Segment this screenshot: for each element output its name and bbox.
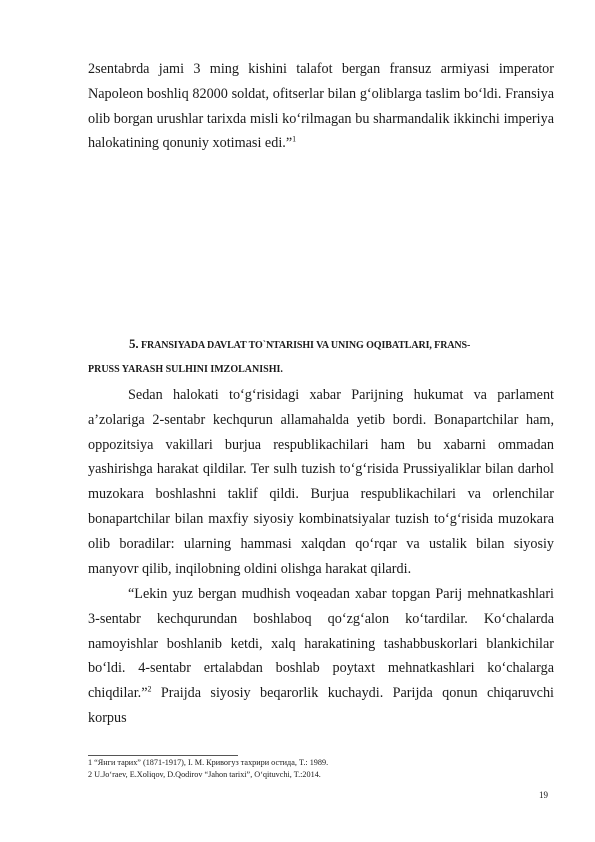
section-heading-line-1: FRANSIYADA DAVLAT TO`NTARISHI VA UNING OQIBATLARI, FRANS- — [138, 340, 471, 351]
paragraph-1 — [88, 57, 554, 156]
section-heading — [129, 336, 470, 352]
footnote-1: 1 “Янги тарих” (1871-1917), I. M. Кривогуз тахрири остида, T.: 1989. — [88, 758, 329, 767]
paragraph-3-text: “Lekin yuz bergan mudhish voqeadan xabar topgan Parij mehnatkashlari 3-sentabr kechqurundan boshlaboq qo‘zg‘alon ko‘tardilar. Ko‘chalarda namoyishlar boshlanib ketdi, xalq harakatining tashabbuskorlari blankichilar bo‘ldi. 4-sentabr ertalabdan boshlab poytaxt mehnatkashlari ko‘chalarga chiqdilar.” — [88, 586, 554, 702]
footnote-divider — [88, 755, 238, 756]
footnote-ref-1: 1 — [292, 134, 297, 144]
footnote-ref-2: 2 — [147, 684, 152, 694]
footnote-2: 2 U.Jo‘raev, E.Xoliqov, D.Qodirov “Jahon tarixi”, O‘qituvchi, T.:2014. — [88, 770, 321, 779]
page-number: 19 — [539, 790, 548, 800]
paragraph-1-text: 2sentabrda jami 3 ming kishini talafot bergan fransuz armiyasi imperator Napoleon boshliq 82000 soldat, ofitserlar bilan g‘oliblarga taslim bo‘ldi. Fransiya olib borgan urushlar tarixda misli ko‘rilmagan bu sharmandalik ikkinchi imperiya halokatining qonuniy xotimasi edi.” — [88, 61, 554, 152]
paragraph-3 — [88, 582, 554, 731]
paragraph-2: Sedan halokati to‘g‘risidagi xabar Parijning hukumat va parlament a’zolariga 2-sentabr kechqurun allamahalda yetib bordi. Bonapartchilar ham, oppozitsiya vakillari burjua respublikachilari ham bu xabarni ommadan yashirishga harakat qildilar. Ter sulh tuzish to‘g‘risida Prussiyaliklar bilan darhol muzokara boshlashni taklif qildi. Burjua respublikachilari va orlenchilar bonapartchilar bilan maxfiy siyosiy kombinatsiyalar tuzish to‘g‘risida muzokara olib boradilar: ularning hammasi xalqdan qo‘rqar va ustalik bilan siyosiy manyovr qilib, inqilobning oldini olishga harakat qilardi. — [88, 387, 554, 577]
paragraph-3-tail: Praijda siyosiy beqarorlik kuchaydi. Parijda qonun chiqaruvchi korpus — [88, 685, 554, 726]
section-heading-line-2: PRUSS YARASH SULHINI IMZOLANISHI. — [88, 364, 283, 375]
section-number: 5. — [129, 336, 139, 351]
